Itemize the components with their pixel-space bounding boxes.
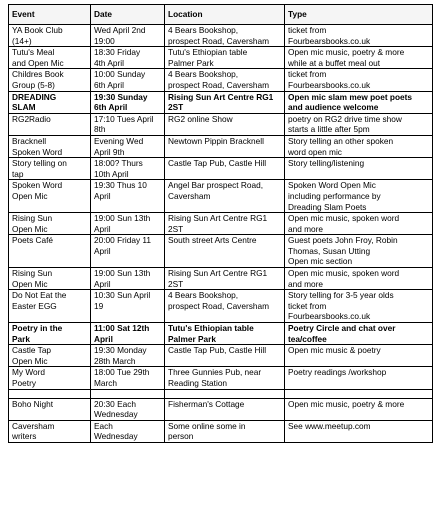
cell-type: Open mic music, poetry & more <box>285 398 433 420</box>
cell-event: Childres Book Group (5-8) <box>9 69 91 91</box>
cell-event: Do Not Eat the Easter EGG <box>9 290 91 323</box>
cell-event: Rising Sun Open Mic <box>9 213 91 235</box>
cell-location: Fisherman's Cottage <box>165 398 285 420</box>
header-date: Date <box>91 5 165 25</box>
cell-type: ticket from Fourbearsbooks.co.uk <box>285 25 433 47</box>
cell-type: Story telling/listening <box>285 158 433 180</box>
cell-event: YA Book Club (14+) <box>9 25 91 47</box>
cell-location: Castle Tap Pub, Castle Hill <box>165 345 285 367</box>
cell-location: Tutu's Ethiopian table Palmer Park <box>165 47 285 69</box>
table-row <box>9 345 433 367</box>
cell-event: DREADING SLAM <box>9 91 91 113</box>
cell-event: Bracknell Spoken Word <box>9 135 91 157</box>
cell-location: Angel Bar prospect Road, Caversham <box>165 180 285 213</box>
cell-type: Spoken Word Open Mic including performance by Dreading Slam Poets <box>285 180 433 213</box>
table-row <box>9 389 433 398</box>
cell-type: Guest poets John Froy, Robin Thomas, Susan Utting Open mic section <box>285 235 433 268</box>
cell-event: Story telling on tap <box>9 158 91 180</box>
header-event: Event <box>9 5 91 25</box>
cell-event: Poetry in the Park <box>9 323 91 345</box>
table-row <box>9 235 433 268</box>
cell-date: 18:00 Tue 29th March <box>91 367 165 389</box>
cell-date: 19:30 Monday 28th March <box>91 345 165 367</box>
header-type: Type <box>285 5 433 25</box>
table-row <box>9 158 433 180</box>
table-row <box>9 420 433 442</box>
cell-date: Wed April 2nd 19:00 <box>91 25 165 47</box>
cell-type: Poetry readings /workshop <box>285 367 433 389</box>
cell-event: Tutu's Meal and Open Mic <box>9 47 91 69</box>
cell-date: 10:00 Sunday 6th April <box>91 69 165 91</box>
cell-type: Open mic music, poetry & more while at a buffet meal out <box>285 47 433 69</box>
cell-type: Open mic music, spoken word and more <box>285 213 433 235</box>
events-table-container <box>8 4 432 443</box>
cell-type: poetry on RG2 drive time show starts a little after 5pm <box>285 113 433 135</box>
table-row <box>9 213 433 235</box>
cell-date: 10:30 Sun April 19 <box>91 290 165 323</box>
cell-location: Rising Sun Art Centre RG1 2ST <box>165 268 285 290</box>
cell-type: Story telling for 3-5 year olds ticket from Fourbearsbooks.co.uk <box>285 290 433 323</box>
table-row <box>9 69 433 91</box>
cell-event: RG2Radio <box>9 113 91 135</box>
table-row <box>9 113 433 135</box>
cell-date: 19:00 Sun 13th April <box>91 213 165 235</box>
cell-location: Tutu's Ethiopian table Palmer Park <box>165 323 285 345</box>
cell-date: 19:30 Sunday 6th April <box>91 91 165 113</box>
cell-type: See www.meetup.com <box>285 420 433 442</box>
table-row <box>9 91 433 113</box>
table-row <box>9 180 433 213</box>
header-row <box>9 5 433 25</box>
cell-event: Rising Sun Open Mic <box>9 268 91 290</box>
table-row <box>9 367 433 389</box>
table-row <box>9 25 433 47</box>
cell-location: Newtown Pippin Bracknell <box>165 135 285 157</box>
cell-event <box>9 389 91 398</box>
cell-date: 18:00? Thurs 10th April <box>91 158 165 180</box>
cell-type: Poetry Circle and chat over tea/coffee <box>285 323 433 345</box>
cell-date: 18:30 Friday 4th April <box>91 47 165 69</box>
events-table <box>8 4 433 443</box>
table-row <box>9 268 433 290</box>
table-row <box>9 290 433 323</box>
cell-event: Spoken Word Open Mic <box>9 180 91 213</box>
cell-location: Rising Sun Art Centre RG1 2ST <box>165 213 285 235</box>
table-row <box>9 47 433 69</box>
cell-date: 19:30 Thus 10 April <box>91 180 165 213</box>
cell-date: 17:10 Tues April 8th <box>91 113 165 135</box>
cell-location: 4 Bears Bookshop, prospect Road, Caversham <box>165 69 285 91</box>
cell-location: 4 Bears Bookshop, prospect Road, Caversham <box>165 290 285 323</box>
cell-date: Evening Wed April 9th <box>91 135 165 157</box>
cell-date: 20:00 Friday 11 April <box>91 235 165 268</box>
cell-location: RG2 online Show <box>165 113 285 135</box>
cell-type: ticket from Fourbearsbooks.co.uk <box>285 69 433 91</box>
table-row <box>9 323 433 345</box>
cell-type: Open mic music, spoken word and more <box>285 268 433 290</box>
cell-event: Poets Café <box>9 235 91 268</box>
cell-event: Boho Night <box>9 398 91 420</box>
cell-location: Castle Tap Pub, Castle Hill <box>165 158 285 180</box>
cell-type: Open mic slam mew poet poets and audience welcome <box>285 91 433 113</box>
cell-date: 19:00 Sun 13th April <box>91 268 165 290</box>
cell-location: Three Gunnies Pub, near Reading Station <box>165 367 285 389</box>
cell-location: Some online some in person <box>165 420 285 442</box>
table-row <box>9 135 433 157</box>
cell-event: My Word Poetry <box>9 367 91 389</box>
cell-location: South street Arts Centre <box>165 235 285 268</box>
cell-date: Each Wednesday <box>91 420 165 442</box>
cell-type: Open mic music & poetry <box>285 345 433 367</box>
cell-date: 11:00 Sat 12th April <box>91 323 165 345</box>
cell-location <box>165 389 285 398</box>
cell-event: Caversham writers <box>9 420 91 442</box>
cell-date: 20:30 Each Wednesday <box>91 398 165 420</box>
cell-type: Story telling an other spoken word open mic <box>285 135 433 157</box>
cell-type <box>285 389 433 398</box>
table-row <box>9 398 433 420</box>
cell-event: Castle Tap Open Mic <box>9 345 91 367</box>
cell-date <box>91 389 165 398</box>
cell-location: 4 Bears Bookshop, prospect Road, Caversham <box>165 25 285 47</box>
table-body <box>9 25 433 443</box>
cell-location: Rising Sun Art Centre RG1 2ST <box>165 91 285 113</box>
header-location: Location <box>165 5 285 25</box>
